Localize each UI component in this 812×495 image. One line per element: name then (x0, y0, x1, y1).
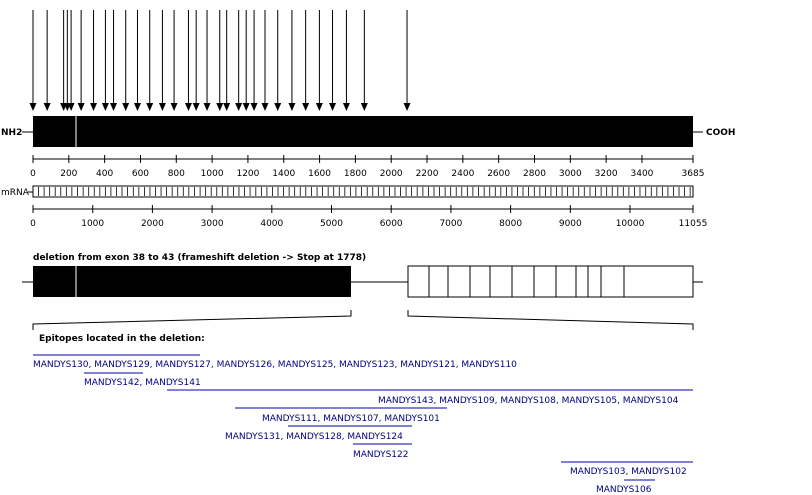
epitope-arrow (102, 10, 109, 111)
protein-end-label: 3685 (681, 169, 705, 179)
mrna-tick-label: 9000 (558, 219, 582, 229)
protein-tick-label: 3000 (558, 169, 582, 179)
epitope-arrow (302, 10, 309, 111)
protein-tick-label: 3400 (630, 169, 654, 179)
arrow-head (235, 103, 242, 111)
epitope-row-1[interactable]: MANDYS130, MANDYS129, MANDYS127, MANDYS126, MANDYS125, MANDYS123, MANDYS121, MANDYS110 (33, 360, 517, 370)
arrow-head (30, 103, 37, 111)
epitope-arrow (78, 10, 85, 111)
protein-tick-label: 3200 (594, 169, 618, 179)
epitope-arrow (60, 10, 67, 111)
arrow-head (316, 103, 323, 111)
arrow-head (90, 103, 97, 111)
protein-tick-label: 2600 (487, 169, 511, 179)
arrow-head (223, 103, 230, 111)
protein-tick-label: 600 (131, 169, 150, 179)
protein-bar (33, 116, 693, 147)
epitope-arrow (404, 10, 411, 111)
epitope-arrow (361, 10, 368, 111)
mrna-end-label: 11055 (678, 219, 708, 229)
epitope-arrow (30, 10, 37, 111)
arrow-head (404, 103, 411, 111)
protein-tick-label: 0 (30, 169, 36, 179)
protein-tick-label: 200 (60, 169, 78, 179)
protein-tick-label: 1400 (272, 169, 296, 179)
protein-tick-label: 1000 (200, 169, 224, 179)
epitope-arrow (44, 10, 51, 111)
nh2-label: NH2 (1, 128, 23, 138)
epitope-arrow (343, 10, 350, 111)
arrow-head (44, 103, 51, 111)
arrow-head (204, 103, 211, 111)
mrna-tick-label: 8000 (499, 219, 523, 229)
epitope-arrow (288, 10, 295, 111)
epitope-arrow (235, 10, 242, 111)
arrow-head (251, 103, 258, 111)
arrow-head (110, 103, 117, 111)
mrna-tick-label: 4000 (260, 219, 284, 229)
arrow-head (102, 103, 109, 111)
arrow-head (78, 103, 85, 111)
mrna-tick-label: 5000 (320, 219, 343, 229)
protein-tick-label: 800 (167, 169, 185, 179)
arrow-head (302, 103, 309, 111)
deletion-frame-box (408, 266, 693, 297)
arrow-head (185, 103, 192, 111)
epitope-arrow (274, 10, 281, 111)
epitope-arrow (243, 10, 250, 111)
protein-tick-label: 400 (96, 169, 114, 179)
epitope-arrows (30, 10, 411, 111)
epitope-row-6[interactable]: MANDYS122 (353, 450, 409, 460)
mrna-label: mRNA (1, 188, 29, 198)
arrow-head (193, 103, 200, 111)
arrow-head (122, 103, 129, 111)
epitope-row-7[interactable]: MANDYS103, MANDYS102 (570, 467, 687, 477)
epitope-row-2[interactable]: MANDYS142, MANDYS141 (84, 378, 201, 388)
cooh-label: COOH (706, 128, 736, 138)
arrow-head (288, 103, 295, 111)
arrow-head (343, 103, 350, 111)
epitope-arrow (216, 10, 223, 111)
protein-tick-label: 1800 (343, 169, 367, 179)
epitope-row-5[interactable]: MANDYS131, MANDYS128, MANDYS124 (225, 432, 403, 442)
arrow-head (262, 103, 269, 111)
arrow-head (274, 103, 281, 111)
arrow-head (171, 103, 178, 111)
deletion-title: deletion from exon 38 to 43 (frameshift deletion -> Stop at 1778) (33, 253, 367, 263)
epitope-arrow (110, 10, 117, 111)
protein-tick-label: 2400 (451, 169, 475, 179)
mrna-bar (33, 186, 693, 197)
epitope-arrow (146, 10, 153, 111)
mrna-tick-label: 2000 (140, 219, 164, 229)
mrna-tick-label: 6000 (379, 219, 403, 229)
epitope-arrow (316, 10, 323, 111)
epitope-arrow (90, 10, 97, 111)
mrna-tick-label: 3000 (200, 219, 224, 229)
arrow-head (134, 103, 141, 111)
epitope-arrow (134, 10, 141, 111)
epitope-arrow (262, 10, 269, 111)
zoom-bracket-right (408, 310, 693, 330)
epitope-arrow (204, 10, 211, 111)
epitope-arrow (122, 10, 129, 111)
zoom-bracket-left (33, 310, 351, 330)
epitope-row-8[interactable]: MANDYS106 (596, 485, 652, 495)
epitope-row-4[interactable]: MANDYS111, MANDYS107, MANDYS101 (262, 414, 440, 424)
epitope-arrow (171, 10, 178, 111)
protein-tick-label: 2000 (379, 169, 403, 179)
protein-tick-label: 2800 (523, 169, 546, 179)
epitopes-title: Epitopes located in the deletion: (39, 334, 205, 344)
epitope-arrow (159, 10, 166, 111)
mrna-tick-label: 0 (30, 219, 36, 229)
arrow-head (361, 103, 368, 111)
epitope-arrow (64, 10, 71, 111)
arrow-head (329, 103, 336, 111)
epitope-arrow (185, 10, 192, 111)
mrna-tick-label: 7000 (439, 219, 463, 229)
arrow-head (159, 103, 166, 111)
epitope-arrow (193, 10, 200, 111)
protein-tick-label: 1200 (236, 169, 260, 179)
epitope-arrow (251, 10, 258, 111)
mrna-tick-label: 10000 (615, 219, 645, 229)
arrow-head (243, 103, 250, 111)
mrna-tick-label: 1000 (81, 219, 105, 229)
protein-tick-label: 2200 (415, 169, 439, 179)
arrow-head (146, 103, 153, 111)
epitope-arrow (329, 10, 336, 111)
epitope-arrow (68, 10, 75, 111)
epitope-row-3[interactable]: MANDYS143, MANDYS109, MANDYS108, MANDYS105, MANDYS104 (378, 396, 679, 406)
deletion-black-bar (33, 266, 351, 297)
arrow-head (216, 103, 223, 111)
protein-tick-label: 1600 (308, 169, 332, 179)
epitope-arrow (223, 10, 230, 111)
